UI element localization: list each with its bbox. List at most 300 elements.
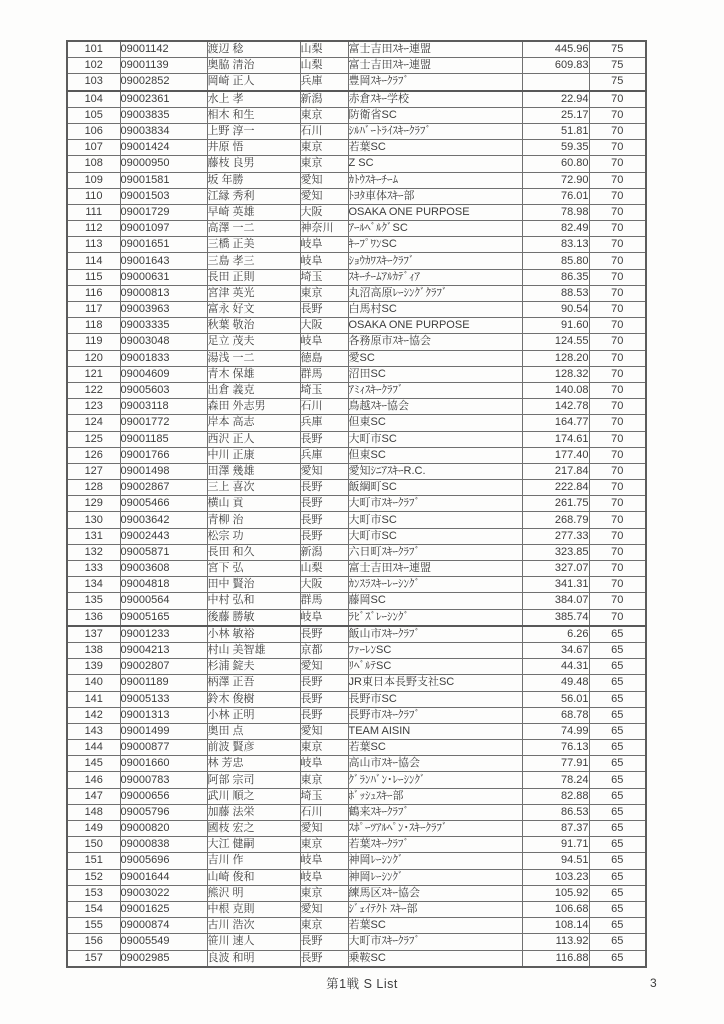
cell-score: 70	[589, 237, 646, 253]
cell-pref: 大阪	[300, 577, 348, 593]
cell-club: ｱｰﾙﾍﾞﾙｸﾞSC	[348, 221, 522, 237]
cell-name: 渡辺 稔	[207, 41, 300, 58]
cell-name: 出倉 義克	[207, 382, 300, 398]
cell-id: 09001189	[120, 675, 207, 691]
cell-id: 09005165	[120, 609, 207, 626]
table-row	[67, 804, 646, 820]
cell-rank: 153	[67, 885, 120, 901]
cell-rank: 109	[67, 172, 120, 188]
cell-name: 阿部 宗司	[207, 772, 300, 788]
cell-pref: 愛知	[300, 659, 348, 675]
cell-club: 大町市SC	[348, 528, 522, 544]
cell-rank: 139	[67, 659, 120, 675]
cell-name: 長田 正則	[207, 269, 300, 285]
cell-club: 鶴来ｽｷｰｸﾗﾌﾞ	[348, 804, 522, 820]
cell-rank: 121	[67, 366, 120, 382]
cell-points: 128.32	[522, 366, 589, 382]
cell-id: 09003118	[120, 399, 207, 415]
cell-points: 341.31	[522, 577, 589, 593]
cell-points: 22.94	[522, 91, 589, 108]
cell-id: 09005603	[120, 382, 207, 398]
cell-score: 70	[589, 544, 646, 560]
table-row	[67, 626, 646, 643]
cell-id: 09000631	[120, 269, 207, 285]
cell-points: 105.92	[522, 885, 589, 901]
cell-name: 早崎 英雄	[207, 204, 300, 220]
cell-club: 練馬区ｽｷｰ協会	[348, 885, 522, 901]
cell-id: 09005549	[120, 934, 207, 950]
cell-name: 三上 喜次	[207, 480, 300, 496]
table-row	[67, 772, 646, 788]
table-row	[67, 221, 646, 237]
cell-pref: 長野	[300, 707, 348, 723]
cell-name: 村山 美智雄	[207, 642, 300, 658]
table-row	[67, 156, 646, 172]
table-row	[67, 382, 646, 398]
table-row	[67, 918, 646, 934]
cell-rank: 152	[67, 869, 120, 885]
cell-name: 杉浦 錠夫	[207, 659, 300, 675]
cell-name: 青柳 治	[207, 512, 300, 528]
cell-club: 丸沼高原ﾚｰｼﾝｸﾞｸﾗﾌﾞ	[348, 285, 522, 301]
cell-rank: 157	[67, 950, 120, 967]
cell-name: 柄澤 正吾	[207, 675, 300, 691]
cell-club: 愛知ｼﾆｱｽｷｰR.C.	[348, 463, 522, 479]
cell-points: 142.78	[522, 399, 589, 415]
cell-club: 沼田SC	[348, 366, 522, 382]
cell-points: 91.60	[522, 318, 589, 334]
cell-id: 09004213	[120, 642, 207, 658]
cell-id: 09002361	[120, 91, 207, 108]
cell-club: 若葉SC	[348, 140, 522, 156]
table-row	[67, 480, 646, 496]
cell-points: 91.71	[522, 837, 589, 853]
cell-rank: 105	[67, 107, 120, 123]
cell-name: 松宗 功	[207, 528, 300, 544]
cell-pref: 東京	[300, 837, 348, 853]
cell-pref: 埼玉	[300, 788, 348, 804]
table-row	[67, 950, 646, 967]
cell-points: 88.53	[522, 285, 589, 301]
cell-rank: 115	[67, 269, 120, 285]
cell-name: 奥田 点	[207, 723, 300, 739]
cell-pref: 兵庫	[300, 447, 348, 463]
cell-name: 相木 和生	[207, 107, 300, 123]
cell-pref: 京都	[300, 642, 348, 658]
cell-id: 09000783	[120, 772, 207, 788]
cell-points: 60.80	[522, 156, 589, 172]
cell-name: 宮下 弘	[207, 561, 300, 577]
table-row	[67, 58, 646, 74]
cell-club: 愛SC	[348, 350, 522, 366]
cell-points: 116.88	[522, 950, 589, 967]
cell-id: 09003834	[120, 123, 207, 139]
cell-points: 94.51	[522, 853, 589, 869]
footer-title: 第1戦 S List	[326, 977, 398, 991]
cell-pref: 東京	[300, 140, 348, 156]
cell-rank: 132	[67, 544, 120, 560]
cell-score: 70	[589, 350, 646, 366]
cell-rank: 118	[67, 318, 120, 334]
cell-points: 74.99	[522, 723, 589, 739]
cell-score: 65	[589, 772, 646, 788]
table-row	[67, 609, 646, 626]
cell-score: 70	[589, 431, 646, 447]
cell-pref: 岐阜	[300, 609, 348, 626]
cell-pref: 新潟	[300, 91, 348, 108]
table-row	[67, 691, 646, 707]
cell-pref: 長野	[300, 950, 348, 967]
cell-club: 赤倉ｽｷｰ学校	[348, 91, 522, 108]
cell-rank: 142	[67, 707, 120, 723]
cell-pref: 大阪	[300, 318, 348, 334]
cell-rank: 108	[67, 156, 120, 172]
cell-score: 65	[589, 950, 646, 967]
table-row	[67, 593, 646, 609]
cell-pref: 長野	[300, 302, 348, 318]
cell-name: 坂 年勝	[207, 172, 300, 188]
cell-club: ﾄﾖﾀ車体ｽｷｰ部	[348, 188, 522, 204]
table-row	[67, 577, 646, 593]
cell-rank: 106	[67, 123, 120, 139]
cell-club: 富士吉田ｽｷｰ連盟	[348, 41, 522, 58]
cell-id: 09003048	[120, 334, 207, 350]
cell-id: 09005466	[120, 496, 207, 512]
cell-id: 09002443	[120, 528, 207, 544]
cell-name: 前波 賢彦	[207, 740, 300, 756]
cell-pref: 東京	[300, 156, 348, 172]
cell-name: 藤枝 良男	[207, 156, 300, 172]
cell-name: 小林 正明	[207, 707, 300, 723]
cell-name: 武川 順之	[207, 788, 300, 804]
cell-points: 384.07	[522, 593, 589, 609]
cell-club: Z SC	[348, 156, 522, 172]
cell-score: 65	[589, 642, 646, 658]
table-row	[67, 675, 646, 691]
cell-club: ｽﾎﾟｰﾂｱﾙﾍﾟﾝ･ｽｷｰｸﾗﾌﾞ	[348, 821, 522, 837]
cell-score: 75	[589, 41, 646, 58]
cell-rank: 127	[67, 463, 120, 479]
table-row	[67, 756, 646, 772]
cell-id: 09001139	[120, 58, 207, 74]
cell-id: 09001625	[120, 901, 207, 917]
cell-name: 湯浅 一二	[207, 350, 300, 366]
table-row	[67, 544, 646, 560]
cell-name: 後藤 勝敏	[207, 609, 300, 626]
cell-score: 70	[589, 480, 646, 496]
cell-points: 124.55	[522, 334, 589, 350]
table-row	[67, 821, 646, 837]
cell-club: 若葉SC	[348, 740, 522, 756]
cell-id: 09000950	[120, 156, 207, 172]
cell-points: 86.35	[522, 269, 589, 285]
cell-id: 09003642	[120, 512, 207, 528]
cell-pref: 東京	[300, 918, 348, 934]
cell-score: 70	[589, 269, 646, 285]
cell-club: 乗鞍SC	[348, 950, 522, 967]
cell-pref: 長野	[300, 431, 348, 447]
cell-id: 09001503	[120, 188, 207, 204]
cell-club: 大町市ｽｷｰｸﾗﾌﾞ	[348, 934, 522, 950]
table-row	[67, 334, 646, 350]
cell-score: 70	[589, 528, 646, 544]
cell-club: ｽｷｰﾁｰﾑｱﾙｶﾃﾞｨｱ	[348, 269, 522, 285]
cell-club: ｼﾙﾊﾞｰﾄﾗｲｽｷｰｸﾗﾌﾞ	[348, 123, 522, 139]
cell-pref: 長野	[300, 528, 348, 544]
cell-rank: 107	[67, 140, 120, 156]
table-row	[67, 707, 646, 723]
cell-rank: 104	[67, 91, 120, 108]
cell-name: 良波 和明	[207, 950, 300, 967]
cell-score: 70	[589, 399, 646, 415]
cell-club: 但東SC	[348, 415, 522, 431]
table-row	[67, 350, 646, 366]
cell-club: 六日町ｽｷｰｸﾗﾌﾞ	[348, 544, 522, 560]
cell-name: 西沢 正人	[207, 431, 300, 447]
cell-club: 豊岡ｽｷｰｸﾗﾌﾞ	[348, 74, 522, 91]
cell-score: 70	[589, 123, 646, 139]
cell-rank: 122	[67, 382, 120, 398]
cell-pref: 徳島	[300, 350, 348, 366]
cell-rank: 112	[67, 221, 120, 237]
cell-rank: 120	[67, 350, 120, 366]
cell-name: 大江 健嗣	[207, 837, 300, 853]
cell-score: 65	[589, 918, 646, 934]
cell-rank: 146	[67, 772, 120, 788]
cell-pref: 岐阜	[300, 756, 348, 772]
cell-points: 108.14	[522, 918, 589, 934]
cell-pref: 兵庫	[300, 74, 348, 91]
cell-pref: 愛知	[300, 901, 348, 917]
cell-club: ｱﾐｨｽｷｰｸﾗﾌﾞ	[348, 382, 522, 398]
cell-name: 國枝 宏之	[207, 821, 300, 837]
cell-id: 09005696	[120, 853, 207, 869]
cell-name: 鈴木 俊樹	[207, 691, 300, 707]
cell-club: ｶﾄｳｽｷｰﾁｰﾑ	[348, 172, 522, 188]
cell-score: 65	[589, 723, 646, 739]
cell-name: 上野 淳一	[207, 123, 300, 139]
cell-score: 70	[589, 188, 646, 204]
table-row	[67, 447, 646, 463]
cell-points: 323.85	[522, 544, 589, 560]
cell-club: ｶﾝｽﾗｽｷｰﾚｰｼﾝｸﾞ	[348, 577, 522, 593]
page-number: 3	[650, 976, 657, 990]
cell-rank: 154	[67, 901, 120, 917]
cell-pref: 愛知	[300, 188, 348, 204]
cell-club: ｷｰﾌﾟﾜﾝSC	[348, 237, 522, 253]
table-row	[67, 41, 646, 58]
cell-name: 富永 好文	[207, 302, 300, 318]
cell-score: 75	[589, 58, 646, 74]
cell-pref: 東京	[300, 107, 348, 123]
cell-pref: 岐阜	[300, 853, 348, 869]
cell-rank: 101	[67, 41, 120, 58]
cell-id: 09001833	[120, 350, 207, 366]
cell-rank: 137	[67, 626, 120, 643]
cell-id: 09001185	[120, 431, 207, 447]
cell-score: 70	[589, 285, 646, 301]
cell-name: 中根 克則	[207, 901, 300, 917]
table-row	[67, 740, 646, 756]
cell-rank: 124	[67, 415, 120, 431]
cell-name: 三橋 正美	[207, 237, 300, 253]
cell-id: 09003335	[120, 318, 207, 334]
cell-pref: 長野	[300, 934, 348, 950]
cell-rank: 145	[67, 756, 120, 772]
cell-name: 青木 保雄	[207, 366, 300, 382]
cell-name: 森田 外志男	[207, 399, 300, 415]
cell-name: 三島 孝三	[207, 253, 300, 269]
cell-rank: 134	[67, 577, 120, 593]
cell-id: 09000877	[120, 740, 207, 756]
cell-score: 70	[589, 140, 646, 156]
cell-score: 70	[589, 107, 646, 123]
cell-id: 09001142	[120, 41, 207, 58]
cell-points: 217.84	[522, 463, 589, 479]
cell-pref: 愛知	[300, 172, 348, 188]
cell-id: 09001498	[120, 463, 207, 479]
table-row	[67, 123, 646, 139]
table-row	[67, 172, 646, 188]
cell-points: 90.54	[522, 302, 589, 318]
cell-name: 古川 浩次	[207, 918, 300, 934]
cell-points: 34.67	[522, 642, 589, 658]
cell-pref: 山梨	[300, 561, 348, 577]
cell-rank: 156	[67, 934, 120, 950]
cell-score: 70	[589, 318, 646, 334]
cell-score: 65	[589, 740, 646, 756]
cell-points: 103.23	[522, 869, 589, 885]
table-row	[67, 659, 646, 675]
cell-name: 岸本 高志	[207, 415, 300, 431]
cell-rank: 155	[67, 918, 120, 934]
cell-id: 09003963	[120, 302, 207, 318]
table-row	[67, 496, 646, 512]
cell-points: 128.20	[522, 350, 589, 366]
cell-points	[522, 74, 589, 91]
cell-club: 高山市ｽｷｰ協会	[348, 756, 522, 772]
cell-id: 09000813	[120, 285, 207, 301]
cell-points: 164.77	[522, 415, 589, 431]
cell-id: 09000874	[120, 918, 207, 934]
cell-pref: 愛知	[300, 463, 348, 479]
cell-score: 65	[589, 756, 646, 772]
cell-score: 70	[589, 415, 646, 431]
cell-score: 70	[589, 204, 646, 220]
cell-rank: 148	[67, 804, 120, 820]
results-table	[66, 40, 647, 968]
cell-id: 09002807	[120, 659, 207, 675]
cell-pref: 長野	[300, 675, 348, 691]
cell-points: 78.24	[522, 772, 589, 788]
cell-points: 82.88	[522, 788, 589, 804]
cell-rank: 102	[67, 58, 120, 74]
cell-pref: 長野	[300, 691, 348, 707]
cell-score: 65	[589, 869, 646, 885]
cell-id: 09001729	[120, 204, 207, 220]
cell-rank: 130	[67, 512, 120, 528]
cell-club: 藤岡SC	[348, 593, 522, 609]
table-row	[67, 869, 646, 885]
table-row	[67, 107, 646, 123]
cell-rank: 136	[67, 609, 120, 626]
cell-points: 49.48	[522, 675, 589, 691]
cell-rank: 141	[67, 691, 120, 707]
cell-club: ｼｮｳｶﾜｽｷｰｸﾗﾌﾞ	[348, 253, 522, 269]
cell-rank: 125	[67, 431, 120, 447]
cell-id: 09004818	[120, 577, 207, 593]
cell-score: 75	[589, 74, 646, 91]
cell-club: 白馬村SC	[348, 302, 522, 318]
cell-points: 222.84	[522, 480, 589, 496]
cell-points: 609.83	[522, 58, 589, 74]
cell-id: 09003835	[120, 107, 207, 123]
cell-score: 70	[589, 302, 646, 318]
cell-pref: 石川	[300, 804, 348, 820]
cell-name: 江縁 秀利	[207, 188, 300, 204]
cell-id: 09002852	[120, 74, 207, 91]
cell-points: 261.75	[522, 496, 589, 512]
cell-name: 田中 賢治	[207, 577, 300, 593]
cell-id: 09001313	[120, 707, 207, 723]
cell-pref: 神奈川	[300, 221, 348, 237]
cell-club: ﾘﾍﾞﾙﾃSC	[348, 659, 522, 675]
table-row	[67, 302, 646, 318]
cell-points: 25.17	[522, 107, 589, 123]
cell-pref: 長野	[300, 626, 348, 643]
cell-points: 76.13	[522, 740, 589, 756]
cell-club: 富士吉田ｽｷｰ連盟	[348, 561, 522, 577]
cell-id: 09003022	[120, 885, 207, 901]
cell-points: 6.26	[522, 626, 589, 643]
cell-pref: 岐阜	[300, 237, 348, 253]
cell-score: 70	[589, 156, 646, 172]
cell-id: 09000564	[120, 593, 207, 609]
cell-pref: 岐阜	[300, 869, 348, 885]
cell-club: ﾗﾋﾞｽﾞﾚｰｼﾝｸﾞ	[348, 609, 522, 626]
cell-pref: 岐阜	[300, 334, 348, 350]
cell-id: 09005133	[120, 691, 207, 707]
cell-name: 水上 孝	[207, 91, 300, 108]
table-row	[67, 528, 646, 544]
table-row	[67, 885, 646, 901]
cell-points: 51.81	[522, 123, 589, 139]
cell-rank: 138	[67, 642, 120, 658]
cell-points: 59.35	[522, 140, 589, 156]
cell-score: 65	[589, 675, 646, 691]
cell-id: 09003608	[120, 561, 207, 577]
cell-rank: 128	[67, 480, 120, 496]
cell-pref: 山梨	[300, 58, 348, 74]
cell-name: 田澤 幾雄	[207, 463, 300, 479]
table-row	[67, 237, 646, 253]
cell-name: 熊沢 明	[207, 885, 300, 901]
table-row	[67, 188, 646, 204]
cell-pref: 大阪	[300, 204, 348, 220]
cell-club: 飯綱町SC	[348, 480, 522, 496]
cell-score: 65	[589, 901, 646, 917]
cell-rank: 144	[67, 740, 120, 756]
cell-club: 大町市SC	[348, 431, 522, 447]
cell-score: 65	[589, 885, 646, 901]
cell-club: 長野市ｽｷｰｸﾗﾌﾞ	[348, 707, 522, 723]
cell-name: 笹川 速人	[207, 934, 300, 950]
cell-club: TEAM AISIN	[348, 723, 522, 739]
cell-club: OSAKA ONE PURPOSE	[348, 318, 522, 334]
cell-pref: 東京	[300, 772, 348, 788]
cell-score: 65	[589, 837, 646, 853]
table-row	[67, 561, 646, 577]
